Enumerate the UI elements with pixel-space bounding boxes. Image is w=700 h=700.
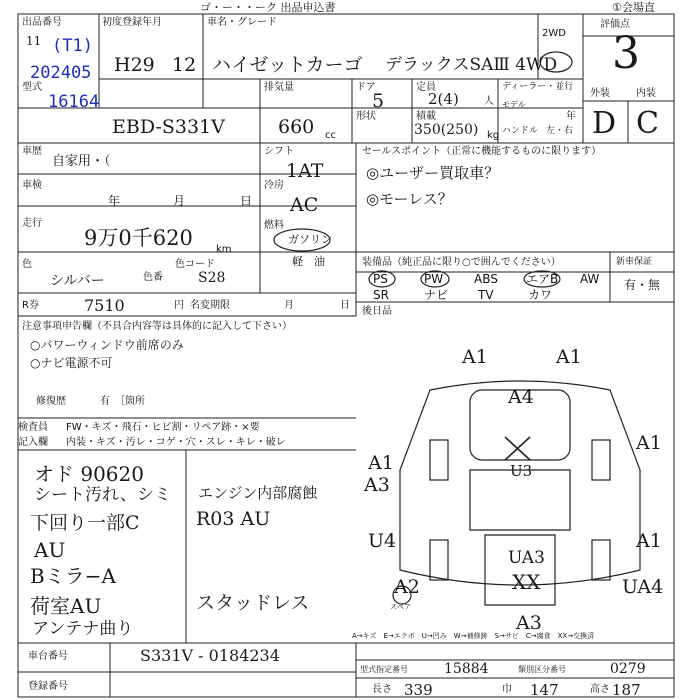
mark-u4: U4 (368, 530, 397, 552)
label-model-type: 型式 (22, 82, 42, 93)
ext-grade: D (592, 106, 617, 141)
equip-sr: SR (373, 288, 389, 302)
mileage-value: 9万0千620 (84, 226, 193, 250)
label-color-code: 色コード (175, 259, 215, 270)
label-month: 月 (173, 194, 186, 208)
label-inspection: 車検 (22, 180, 42, 191)
load-value: 350(250) (414, 122, 479, 138)
class-no-value: 0279 (610, 661, 646, 677)
mark-a1-tr: A1 (556, 346, 582, 368)
car-grade: デラックスSAⅢ 4WD (385, 55, 558, 75)
label-interior: 内装 (636, 88, 656, 99)
sales-point-2: ◎モーレス？ (366, 190, 453, 208)
label-cc: cc (325, 130, 336, 141)
label-use: 車歴 (22, 146, 42, 157)
label-model: モデル (502, 100, 526, 109)
mark-ua4: UA4 (622, 576, 664, 598)
label-handle: ハンドル (502, 126, 539, 136)
free-engine: エンジン内部腐蝕 (198, 484, 318, 502)
label-size-w: 巾 (502, 684, 512, 695)
mark-u3: U3 (510, 462, 533, 480)
score-value: 3 (612, 28, 640, 79)
stamp-line1: (T1) (52, 36, 93, 56)
sales-point-1: ◎ユーザー買取車？ (366, 164, 500, 182)
label-size-len: 長さ (372, 684, 392, 695)
mark-a1-r2: A1 (636, 530, 662, 552)
capacity-value: 2(4) (428, 90, 459, 108)
size-w-value: 147 (530, 681, 559, 699)
reg-month: 12 (172, 54, 197, 76)
label-capacity: 定員 (416, 82, 436, 93)
int-grade: C (636, 106, 659, 141)
label-equipment: 装備品（純正品に限り○で囲んでください） (362, 257, 561, 268)
label-2wd: 2WD (542, 28, 566, 39)
free-seat: シート汚れ、シミ (34, 485, 172, 505)
label-exterior: 外装 (590, 88, 610, 99)
label-score: 評価点 (600, 19, 630, 30)
label-handle-opts: 左・右 (546, 126, 574, 136)
free-under: 下回り一部C (30, 512, 140, 534)
car-name: ハイゼットカーゴ (212, 54, 363, 76)
note-1: ○パワーウィンドウ前席のみ (30, 338, 184, 352)
label-displacement: 排気量 (264, 82, 294, 93)
mark-a1-l: A1 (368, 452, 394, 474)
label-class-no: 類別区分番号 (518, 665, 566, 674)
mark-a1-tl: A1 (462, 346, 488, 368)
mark-xx: XX (512, 570, 541, 594)
form-title: ゴ・ー・・ーク 出品申込書 (200, 1, 336, 14)
label-color: 色 (22, 259, 32, 270)
free-au: AU (34, 538, 66, 562)
venue-label: ①会場直 (612, 1, 655, 14)
use-value: 自家用・（ (52, 154, 111, 169)
cooler-value: AC (290, 194, 319, 216)
recycle-value: 7510 (84, 296, 125, 315)
model-code: EBD-S331V (112, 116, 225, 138)
free-studless: スタッドレス (196, 592, 310, 614)
label-type-spec: 型式指定番号 (360, 665, 408, 674)
label-entry: 記入欄 (18, 437, 48, 448)
label-car-name: 車名・グレード (207, 17, 277, 28)
size-len-value: 339 (404, 681, 433, 699)
reg-year: H29 (114, 54, 155, 76)
label-mileage: 走行 (22, 218, 42, 229)
label-lot-no: 出品番号 (22, 17, 62, 28)
equip-airbag: エアB (526, 272, 559, 286)
stamp-line2: 202405 (30, 63, 92, 83)
label-kg: kg (487, 130, 500, 141)
label-frame-no: 車台番号 (28, 651, 68, 662)
label-shape: 形状 (356, 111, 376, 122)
cc-value: 660 (278, 116, 315, 138)
mark-a1-r: A1 (636, 432, 662, 454)
mark-a3-bottom: A3 (516, 612, 542, 634)
label-notes: 注意事項申告欄（不具合内容等は具体的に記入して下さい） (22, 321, 292, 332)
label-load: 積載 (416, 111, 436, 122)
label-shift: シフト (264, 146, 294, 157)
equip-ps: PS (373, 272, 388, 286)
lot-prefix: 11 (26, 34, 42, 48)
free-antenna: アンテナ曲り (32, 619, 134, 639)
label-nc-month: 月 (284, 300, 294, 311)
doors-value: 5 (372, 90, 385, 112)
label-fuel: 燃料 (264, 220, 284, 231)
label-nc-day: 日 (340, 300, 350, 311)
label-reg-no: 登録番号 (28, 681, 68, 692)
inspector-row: FW・キズ・飛石・ヒビ割・リペア跡・×要 (66, 422, 260, 433)
mark-a3: A3 (364, 474, 390, 496)
entry-row: 内装・キズ・汚レ・コゲ・穴・スレ・キレ・破レ (66, 437, 286, 448)
label-repair: 修復歴 (36, 396, 66, 407)
label-color-no: 色番 (143, 272, 163, 283)
label-cooler: 冷房 (264, 180, 284, 191)
mark-a2: A2 (394, 576, 420, 598)
equip-tv: TV (478, 288, 494, 302)
label-warranty: 新車保証 (616, 257, 653, 267)
fuel-alt: 軽 油 (292, 255, 325, 268)
damage-legend: A→キズ E→エクボ U→凹み W→補修跡 S→サビ C→腐食 XX→交換済 (352, 632, 595, 640)
stamp-line3: 16164 (48, 92, 100, 112)
label-after-fit: 後日品 (362, 306, 392, 317)
equip-abs: ABS (474, 272, 498, 286)
label-size-h: 高さ (590, 684, 610, 695)
frame-value: S331V - 0184234 (140, 646, 280, 665)
label-repair-opts: 有 ［箇所 (100, 396, 145, 407)
equip-navi: ナビ (424, 288, 449, 302)
label-year: 年 (108, 194, 121, 208)
label-inspector: 検査員 (18, 422, 48, 433)
label-km: km (216, 244, 232, 255)
label-yen: 円 (174, 300, 184, 311)
label-recycle: R券 (22, 300, 39, 311)
label-day: 日 (240, 194, 253, 208)
label-doors: ドア (356, 82, 376, 93)
mark-ua3: UA3 (508, 548, 545, 568)
free-r03: R03 AU (196, 508, 271, 530)
color-no-value: S28 (198, 270, 226, 286)
equip-pw: PW (424, 272, 444, 286)
label-dealer: ディーラー・並行 (502, 82, 574, 92)
free-odo: オド 90620 (34, 462, 144, 486)
label-sales-point: セールスポイント（正常に機能するものに限ります） (362, 146, 602, 157)
label-year-suffix: 年 (566, 111, 576, 122)
fuel-value: ガソリン (288, 233, 332, 246)
free-cargo: 荷室AU (30, 594, 102, 618)
mark-a4: A4 (508, 386, 534, 408)
warranty-value: 有・無 (624, 278, 661, 292)
equip-aw: AW (580, 272, 600, 286)
note-2: ○ナビ電源不可 (30, 356, 113, 370)
type-spec-value: 15884 (444, 661, 489, 677)
label-first-reg: 初度登録年月 (102, 17, 162, 28)
label-person: 人 (484, 96, 494, 107)
size-h-value: 187 (612, 681, 641, 699)
label-spare: スペア (390, 603, 411, 611)
shift-value: 1AT (286, 160, 324, 182)
free-mirror: Bミラ−A (30, 564, 116, 588)
equip-leather: カワ (528, 288, 553, 302)
color-value: シルバー (50, 273, 105, 289)
label-name-change: 名変期限 (190, 300, 230, 311)
